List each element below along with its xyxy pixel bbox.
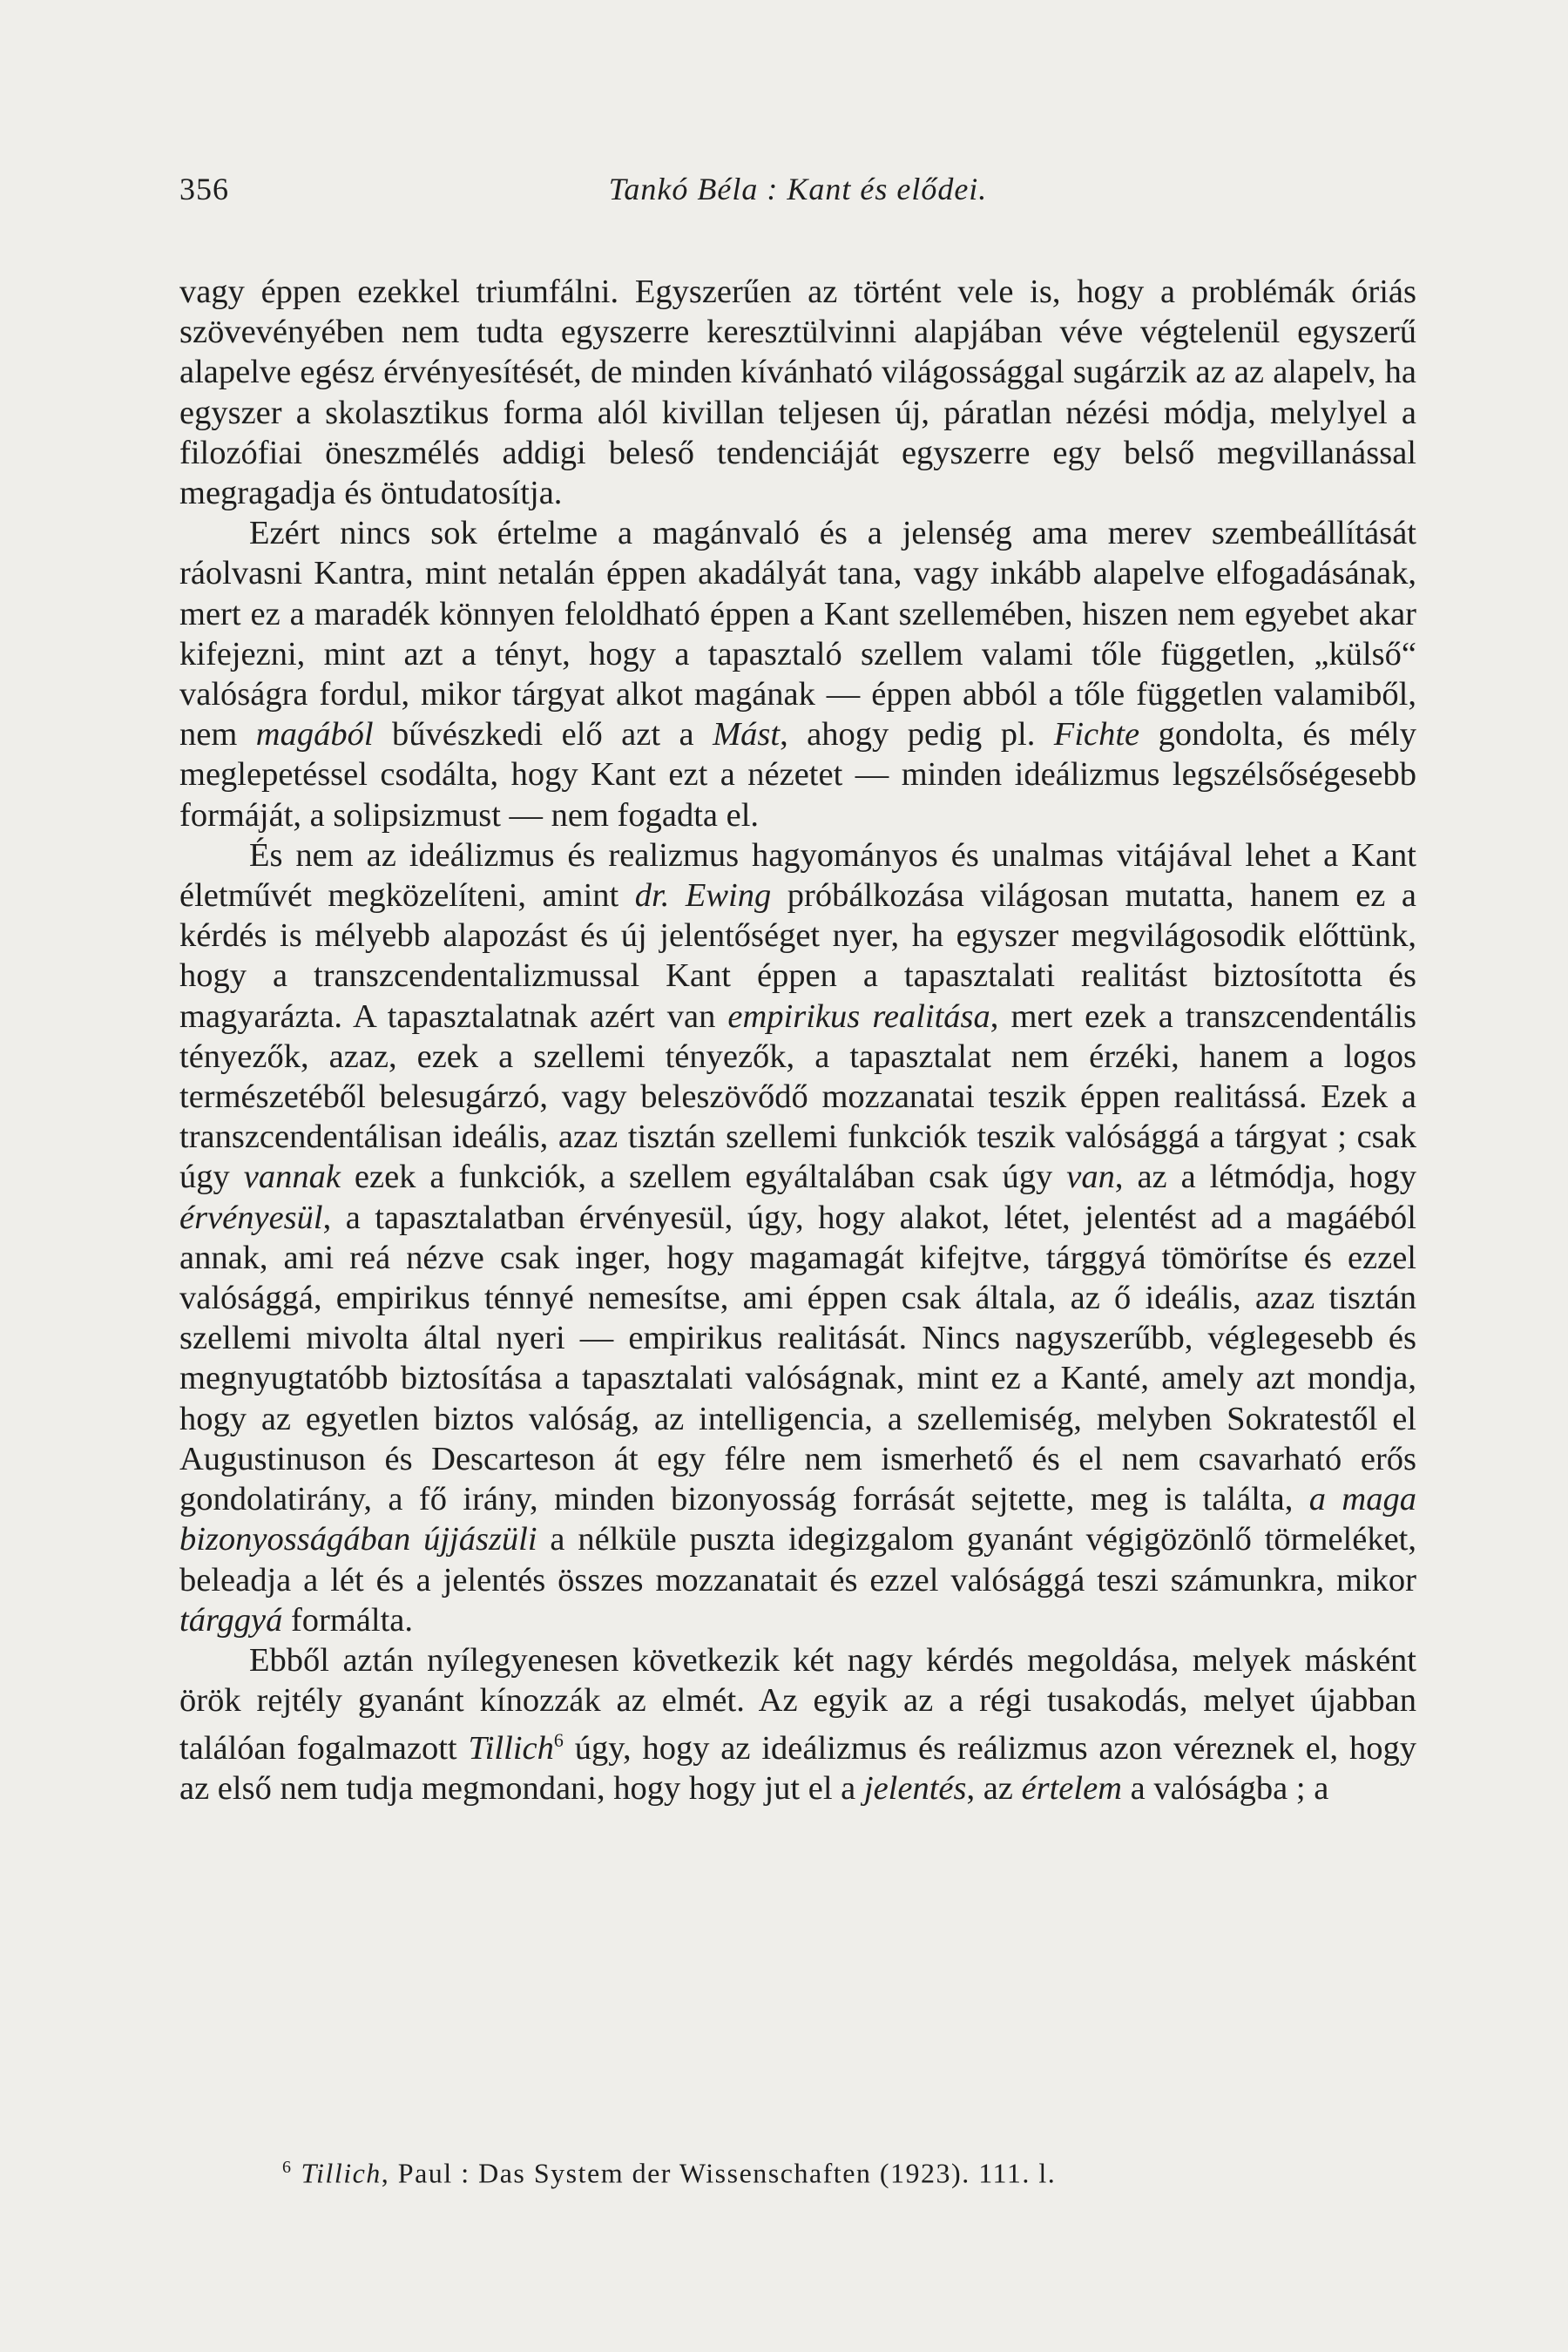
paragraph-4 (179, 1640, 1416, 1809)
paragraph-4-text-b: úgy, hogy az ideálizmus és reálizmus azon véreznek el, hogy az első nem tudja megmondani, hogy hogy jut el a (179, 1730, 1416, 1808)
italic-van: van (1066, 1159, 1115, 1196)
italic-empirikus-realitasa: empirikus realitása (727, 997, 990, 1035)
paragraph-2-text-b: bűvészkedi elő azt a (373, 716, 713, 754)
paragraph-2-text-d: gondolta, és mély meglepetéssel csodálta, hogy Kant ezt a nézetet — minden ideálizmus legszélsőségesebb formáját, a solipsizmust — nem fogadta el. (179, 716, 1416, 834)
paragraph-4-text-d: a valóságba ; a (1121, 1770, 1329, 1808)
paragraph-3-text-f: , a tapasztalatban érvényesül, úgy, hogy alakot, létet, jelentést ad a magáéból annak, ami reá nézve csak inger, hogy magamagát kifejtve, tárggyá tömörítse és ezzel valósággá, empirikus ténnyé nemesítse, ami éppen csak általa, az ő ideális, azaz tisztán szellemi mivolta által nyeri — empirikus realitását. Nincs nagyszerűbb, véglegesebb és megnyugtatóbb biztosítása a tapasztalati valóságnak, mint ez a Kanté, amely azt mondja, hogy az egyetlen biztos valóság, az intelligencia, a szellemiség, melyben Sokratestől el Augustinuson és Descarteson át egy félre nem ismerhető és el nem csavarható erős gondolatirány, a fő irány, minden bizonyosság forrását sejtette, meg is találta, (179, 1199, 1416, 1518)
footnote-text: , Paul : Das System der Wissenschaften (1923). 111. l. (381, 2157, 1057, 2189)
paragraph-1-text: vagy éppen ezekkel triumfálni. Egyszerűen az történt vele is, hogy a problémák óriás szövevényében nem tudta egyszerre keresztülvinni alapjában véve végtelenül egyszerű alapelve egész érvényesítését, de minden kívánható világossággal sugárzik az az alapelv, ha egyszer a skolasztikus forma alól kivillan teljesen új, páratlan nézési módja, melylyel a filozófiai öneszmélés addigi beleső tendenciáját egyszerre egy belső megvillanással megragadja és öntudatosítja. (179, 274, 1416, 512)
footnote (179, 2150, 1416, 2191)
paragraph-2 (179, 513, 1416, 835)
italic-dr-ewing: dr. Ewing (634, 877, 772, 915)
footnote-reference[interactable]: 6 (553, 1729, 564, 1752)
paragraph-4-text-c: , az (966, 1770, 1022, 1808)
italic-ertelem: értelem (1021, 1770, 1122, 1808)
italic-jelentes: jelentés (863, 1770, 967, 1808)
paragraph-3-text-a: És nem az ideálizmus és realizmus hagyományos és unalmas vitájával lehet a Kant életművét megközelíteni, amint (179, 836, 1416, 915)
italic-tillich: Tillich (468, 1730, 554, 1767)
paragraph-3-text-d: ezek a funkciók, a szellem egyáltalában csak úgy (340, 1159, 1067, 1196)
paragraph-3-text-g: a nélküle puszta idegizgalom gyanánt végigözönlő törmeléket, beleadja a lét és a jelentés összes mozzanatait és ezzel valósággá teszi számunkra, mikor (179, 1521, 1416, 1598)
footnote-author: Tillich (301, 2157, 382, 2189)
italic-ervenyesul: érvényesül (179, 1199, 323, 1236)
paragraph-3-text-c: , mert ezek a transzcendentális tényezők, azaz, ezek a szellemi tényezők, a tapasztalat nem érzéki, hanem a logos természetéből belesugárzó, vagy beleszövődő mozzanatai teszik éppen realitássá. Ezek a transzcendentálisan ideális, azaz tisztán szellemi funkciók teszik valósággá a tárgyat ; csak úgy (179, 997, 1416, 1196)
page-number: 356 (179, 172, 229, 206)
paragraph-4-text-a: Ebből aztán nyílegyenesen következik két nagy kérdés megoldása, melyek másként örök rejtély gyanánt kínozzák az elmét. Az egyik az a régi tusakodás, melyet újabban találóan fogalmazott (179, 1641, 1416, 1767)
header-title: Tankó Béla : Kant és elődei. (608, 172, 988, 206)
italic-mast: Mást (713, 716, 781, 754)
italic-vannak: vannak (243, 1159, 341, 1196)
paragraph-3 (179, 835, 1416, 1640)
paragraph-1 (179, 272, 1416, 513)
paragraph-2-text-a: Ezért nincs sok értelme a magánvaló és a jelenség ama merev szembeállítását ráolvasni Kantra, mint netalán éppen akadályát tana, vagy inkább alapelve elfogadásának, mert ez a maradék könnyen feloldható éppen a Kant szellemében, hiszen nem egyebet akar kifejezni, mint azt a tényt, hogy a tapasztaló szellem valami tőle független, „külső“ valóságra fordul, mikor tárgyat alkot magának — éppen abból a tőle független valamiből, nem (179, 515, 1416, 754)
italic-maga-bizonyossagaban: a maga bizonyosságában újjászüli (179, 1481, 1416, 1558)
footnote-mark: 6 (282, 2158, 293, 2177)
paragraph-3-text-e: , az a létmódja, hogy (1114, 1159, 1416, 1196)
italic-magabol: magából (255, 716, 374, 754)
italic-targgya: tárggyá (179, 1601, 283, 1639)
body-text (179, 272, 1416, 1809)
paragraph-2-text-c: , ahogy pedig pl. (780, 716, 1054, 754)
running-head (179, 171, 1416, 214)
paragraph-3-text-b: próbálkozása világosan mutatta, hanem ez a kérdés is mélyebb alapozást és új jelentőséget nyer, ha egyszer megvilágosodik előttünk, hogy a transzcendentalizmussal Kant éppen a tapasztalati realitást biztosította és magyarázta. A tapasztalatnak azért van (179, 877, 1416, 1035)
paragraph-3-text-h: formálta. (282, 1601, 414, 1639)
italic-fichte: Fichte (1053, 716, 1140, 754)
